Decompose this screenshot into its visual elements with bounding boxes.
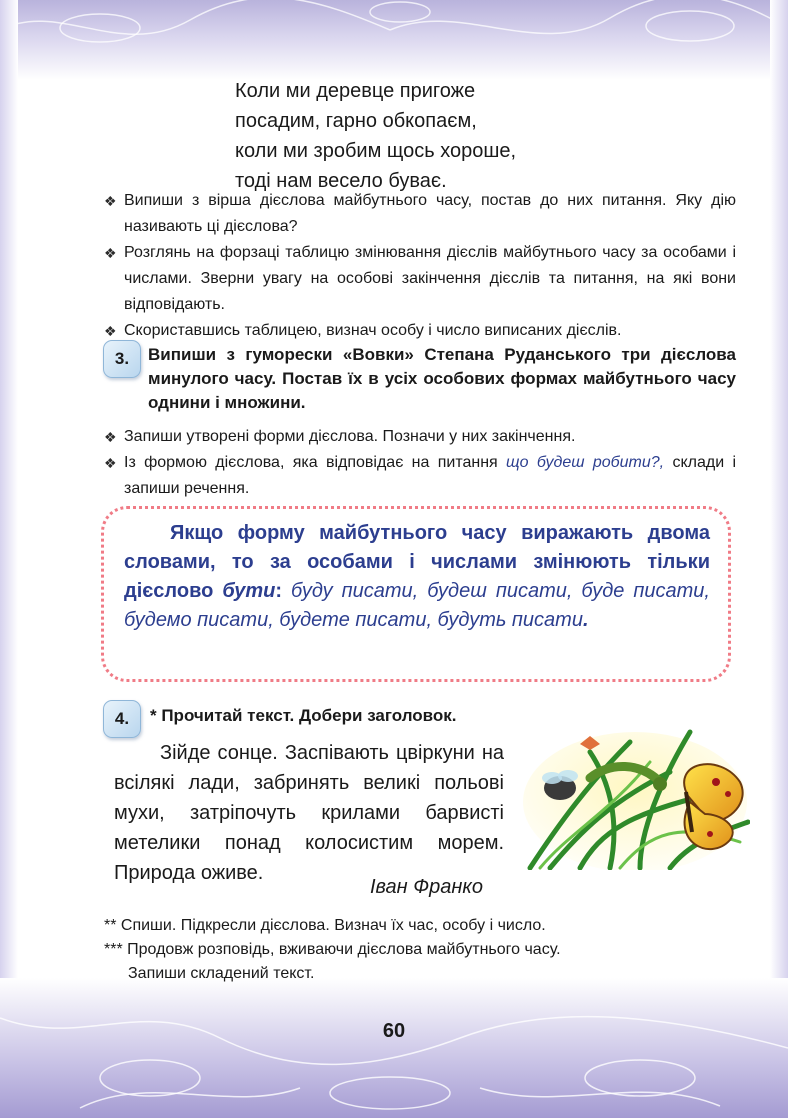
rule-text: Якщо форму майбутнього часу виражають двома словами, то за особами і числами змінюють тільки дієслово (124, 522, 710, 602)
grammar-rule-box: Якщо форму майбутнього часу виражають двома словами, то за особами і числами змінюють тільки дієслово бути: буду писати, будеш писати, буде писати, будемо писати, будете писати, будуть писати. (101, 506, 731, 682)
bullet-icon: ❖ (104, 429, 117, 445)
right-decorative-edge (770, 0, 788, 1118)
list-item: *** Продовж розповідь, вживаючи дієслова майбутнього часу. (104, 941, 561, 958)
bullet-icon: ❖ (104, 193, 117, 209)
list-item: ❖ Розглянь на форзаці таблицю змінювання дієслів майбутнього часу за особами і числами. Зверни увагу на особові закінчення дієслів та питання, на які вони відповідають. (104, 240, 736, 318)
top-decorative-border (0, 0, 788, 80)
list-item: ❖ Випиши з вірша дієслова майбутнього часу, постав до них питання. Яку дію називають ці дієслова? (104, 188, 736, 240)
poem-line: Коли ми деревце пригоже (235, 80, 476, 102)
bullet-icon: ❖ (104, 455, 117, 471)
poem (235, 76, 516, 196)
poem-line: коли ми зробим щось хороше, (235, 140, 517, 162)
story-author: Іван Франко (370, 876, 483, 898)
bullet-icon: ❖ (104, 323, 117, 339)
question-phrase: що будеш робити?, (506, 454, 665, 471)
poem-line: посадим, гарно обкопаєм, (235, 110, 477, 132)
page-number: 60 (382, 1020, 406, 1042)
list-item: ❖ Запиши утворені форми дієслова. Позначи у них закінчення. (104, 424, 736, 450)
bottom-decorative-border (0, 978, 788, 1118)
task-3-number-badge: 3. (103, 340, 141, 378)
list-item: ❖ Із формою дієслова, яка відповідає на питання що будеш робити?, склади і запиши речення. (104, 450, 736, 502)
poem-tasks-list (104, 188, 736, 344)
list-item: ❖ Скориставшись таблицею, визнач особу і число виписаних дієслів. (104, 318, 736, 344)
left-decorative-edge (0, 0, 18, 1118)
task-4-number-badge: 4. (103, 700, 141, 738)
list-item: Запиши складений текст. (128, 965, 315, 982)
rule-keyword: бути (222, 580, 276, 602)
task-4-title: * Прочитай текст. Добери заголовок. (150, 706, 457, 725)
story-text: Зійде сонце. Заспівають цвіркуни на всілякі лади, забринять великі польові мухи, затріпочуть крилами барвисті метелики понад колосистим морем. Природа оживе. (114, 742, 504, 884)
task-3-bullets (104, 424, 736, 502)
bullet-icon: ❖ (104, 245, 117, 261)
poem-line: тоді нам весело буває. (235, 170, 447, 192)
butterfly-grasshopper-illustration (520, 722, 750, 870)
list-item: ** Спиши. Підкресли дієслова. Визнач їх час, особу і число. (104, 917, 546, 934)
rule-examples: буду писати, будеш писати, буде писати, будемо писати, будете писати, будуть писати (124, 580, 710, 631)
task-3-text: Випиши з гуморески «Вовки» Степана Руданського три дієслова минулого часу. Постав їх в усіх особових формах майбутнього часу однини і множини. (148, 345, 736, 412)
additional-tasks (104, 914, 561, 986)
